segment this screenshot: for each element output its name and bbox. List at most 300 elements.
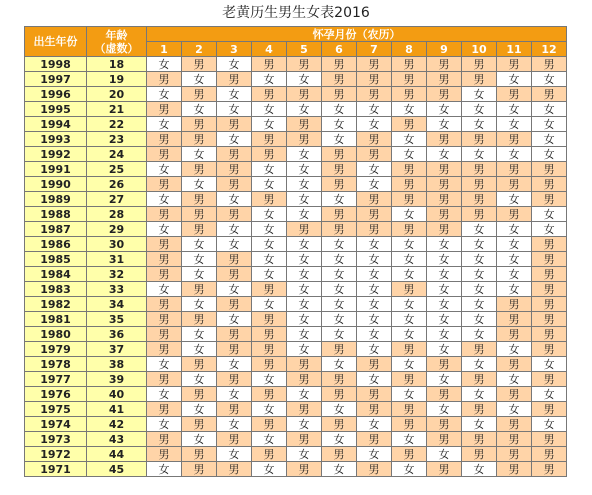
- gender-cell: 男: [427, 387, 462, 402]
- gender-cell: 男: [147, 132, 182, 147]
- gender-cell: 男: [217, 252, 252, 267]
- gender-cell: 男: [532, 447, 567, 462]
- gender-cell: 男: [357, 432, 392, 447]
- gender-cell: 男: [497, 387, 532, 402]
- age-cell: 19: [87, 72, 147, 87]
- birth-year-cell: 1997: [25, 72, 87, 87]
- table-row: [25, 192, 567, 207]
- table-row: [25, 117, 567, 132]
- gender-cell: 男: [532, 432, 567, 447]
- header-age: [87, 27, 147, 57]
- gender-cell: 男: [392, 162, 427, 177]
- gender-cell: 男: [462, 177, 497, 192]
- gender-cell: 男: [252, 192, 287, 207]
- gender-cell: 女: [287, 447, 322, 462]
- gender-cell: 男: [497, 207, 532, 222]
- gender-cell: 男: [147, 372, 182, 387]
- gender-cell: 女: [322, 312, 357, 327]
- table-row: [25, 282, 567, 297]
- gender-cell: 男: [497, 297, 532, 312]
- gender-cell: 女: [497, 102, 532, 117]
- gender-cell: 女: [182, 402, 217, 417]
- gender-cell: 男: [357, 222, 392, 237]
- gender-cell: 男: [217, 402, 252, 417]
- gender-cell: 女: [392, 327, 427, 342]
- gender-cell: 男: [497, 447, 532, 462]
- age-cell: 32: [87, 267, 147, 282]
- birth-year-cell: 1975: [25, 402, 87, 417]
- gender-cell: 男: [532, 402, 567, 417]
- gender-cell: 女: [427, 342, 462, 357]
- gender-cell: 女: [392, 147, 427, 162]
- gender-cell: 女: [497, 222, 532, 237]
- gender-cell: 女: [217, 312, 252, 327]
- gender-cell: 男: [322, 372, 357, 387]
- gender-cell: 男: [357, 57, 392, 72]
- gender-cell: 女: [427, 267, 462, 282]
- table-row: [25, 72, 567, 87]
- table-row: [25, 267, 567, 282]
- gender-cell: 女: [217, 237, 252, 252]
- gender-cell: 女: [392, 297, 427, 312]
- gender-cell: 男: [462, 402, 497, 417]
- gender-cell: 女: [427, 102, 462, 117]
- gender-cell: 男: [287, 402, 322, 417]
- birth-year-cell: 1973: [25, 432, 87, 447]
- gender-cell: 女: [147, 57, 182, 72]
- gender-cell: 女: [217, 417, 252, 432]
- gender-cell: 男: [532, 372, 567, 387]
- table-row: [25, 462, 567, 477]
- gender-cell: 女: [532, 132, 567, 147]
- header-month-2: 2: [182, 42, 217, 57]
- birth-year-cell: 1977: [25, 372, 87, 387]
- gender-cell: 女: [357, 312, 392, 327]
- gender-cell: 男: [182, 462, 217, 477]
- gender-cell: 女: [182, 177, 217, 192]
- birth-year-cell: 1991: [25, 162, 87, 177]
- birth-year-cell: 1996: [25, 87, 87, 102]
- age-cell: 35: [87, 312, 147, 327]
- gender-cell: 女: [427, 372, 462, 387]
- gender-cell: 男: [182, 447, 217, 462]
- gender-cell: 女: [462, 252, 497, 267]
- chart-title: 老黄历生男生女表2016: [222, 5, 370, 21]
- gender-cell: 男: [427, 57, 462, 72]
- gender-cell: 男: [287, 117, 322, 132]
- header-month-7: 7: [357, 42, 392, 57]
- gender-cell: 男: [252, 387, 287, 402]
- gender-cell: 女: [287, 267, 322, 282]
- gender-cell: 女: [392, 252, 427, 267]
- gender-cell: 女: [462, 312, 497, 327]
- gender-cell: 男: [497, 327, 532, 342]
- age-cell: 33: [87, 282, 147, 297]
- gender-cell: 男: [147, 237, 182, 252]
- gender-cell: 男: [182, 357, 217, 372]
- gender-cell: 女: [427, 402, 462, 417]
- birth-year-cell: 1983: [25, 282, 87, 297]
- gender-cell: 男: [427, 162, 462, 177]
- gender-cell: 男: [322, 417, 357, 432]
- gender-cell: 女: [322, 192, 357, 207]
- gender-cell: 男: [392, 447, 427, 462]
- gender-cell: 男: [392, 87, 427, 102]
- gender-cell: 女: [322, 432, 357, 447]
- gender-cell: 男: [322, 147, 357, 162]
- gender-cell: 男: [287, 87, 322, 102]
- gender-cell: 女: [217, 102, 252, 117]
- table-row: [25, 402, 567, 417]
- gender-cell: 女: [252, 207, 287, 222]
- gender-cell: 女: [322, 117, 357, 132]
- gender-cell: 女: [497, 252, 532, 267]
- gender-cell: 女: [322, 252, 357, 267]
- gender-cell: 男: [462, 432, 497, 447]
- gender-cell: 女: [147, 87, 182, 102]
- gender-cell: 男: [217, 177, 252, 192]
- birth-year-cell: 1994: [25, 117, 87, 132]
- gender-cell: 男: [532, 162, 567, 177]
- gender-cell: 女: [462, 327, 497, 342]
- gender-cell: 男: [497, 357, 532, 372]
- table-row: [25, 297, 567, 312]
- gender-cell: 男: [182, 192, 217, 207]
- gender-cell: 男: [322, 207, 357, 222]
- birth-year-cell: 1995: [25, 102, 87, 117]
- gender-cell: 男: [427, 462, 462, 477]
- gender-cell: 男: [182, 222, 217, 237]
- gender-cell: 男: [147, 327, 182, 342]
- gender-cell: 男: [427, 357, 462, 372]
- gender-cell: 男: [497, 312, 532, 327]
- gender-cell: 男: [147, 432, 182, 447]
- age-cell: 18: [87, 57, 147, 72]
- gender-cell: 男: [147, 297, 182, 312]
- gender-cell: 男: [462, 342, 497, 357]
- gender-cell: 男: [462, 72, 497, 87]
- gender-cell: 女: [392, 462, 427, 477]
- gender-cell: 男: [532, 237, 567, 252]
- gender-cell: 男: [497, 177, 532, 192]
- gender-cell: 女: [217, 57, 252, 72]
- gender-cell: 男: [497, 132, 532, 147]
- gender-cell: 女: [287, 417, 322, 432]
- gender-cell: 女: [462, 387, 497, 402]
- birth-year-cell: 1984: [25, 267, 87, 282]
- gender-cell: 男: [287, 132, 322, 147]
- gender-cell: 女: [182, 372, 217, 387]
- gender-cell: 女: [392, 237, 427, 252]
- gender-cell: 女: [252, 222, 287, 237]
- gender-cell: 男: [287, 432, 322, 447]
- birth-year-cell: 1989: [25, 192, 87, 207]
- gender-cell: 男: [462, 372, 497, 387]
- gender-cell: 女: [217, 357, 252, 372]
- gender-cell: 男: [427, 417, 462, 432]
- table-row: [25, 252, 567, 267]
- gender-cell: 男: [287, 222, 322, 237]
- age-cell: 31: [87, 252, 147, 267]
- birth-year-cell: 1990: [25, 177, 87, 192]
- gender-cell: 女: [497, 372, 532, 387]
- table-row: [25, 237, 567, 252]
- gender-cell: 男: [182, 312, 217, 327]
- table-row: [25, 447, 567, 462]
- age-cell: 37: [87, 342, 147, 357]
- gender-cell: 女: [497, 192, 532, 207]
- gender-cell: 女: [217, 447, 252, 462]
- gender-cell: 女: [217, 132, 252, 147]
- gender-cell: 女: [182, 342, 217, 357]
- gender-cell: 女: [322, 357, 357, 372]
- gender-cell: 男: [182, 57, 217, 72]
- gender-cell: 男: [392, 222, 427, 237]
- gender-cell: 男: [462, 207, 497, 222]
- gender-cell: 男: [532, 297, 567, 312]
- gender-cell: 女: [532, 117, 567, 132]
- header-age-line2: （虚数）: [94, 41, 139, 55]
- gender-cell: 女: [497, 402, 532, 417]
- header-month-6: 6: [322, 42, 357, 57]
- gender-cell: 男: [427, 222, 462, 237]
- header-age-line1: 年龄: [105, 28, 128, 42]
- gender-cell: 男: [497, 462, 532, 477]
- gender-cell: 女: [357, 417, 392, 432]
- gender-cell: 女: [357, 282, 392, 297]
- gender-cell: 男: [427, 72, 462, 87]
- gender-cell: 女: [357, 267, 392, 282]
- gender-cell: 女: [427, 147, 462, 162]
- gender-cell: 男: [427, 207, 462, 222]
- gender-cell: 男: [392, 282, 427, 297]
- gender-cell: 女: [497, 237, 532, 252]
- gender-cell: 男: [322, 177, 357, 192]
- age-cell: 45: [87, 462, 147, 477]
- gender-cell: 女: [147, 357, 182, 372]
- gender-cell: 男: [357, 87, 392, 102]
- gender-cell: 男: [217, 117, 252, 132]
- header-month-11: 11: [497, 42, 532, 57]
- birth-year-cell: 1987: [25, 222, 87, 237]
- gender-cell: 女: [147, 192, 182, 207]
- gender-cell: 女: [287, 282, 322, 297]
- table-row: [25, 57, 567, 72]
- gender-cell: 男: [217, 267, 252, 282]
- birth-year-cell: 1992: [25, 147, 87, 162]
- age-cell: 44: [87, 447, 147, 462]
- table-row: [25, 327, 567, 342]
- gender-cell: 女: [322, 267, 357, 282]
- gender-cell: 男: [357, 207, 392, 222]
- age-cell: 34: [87, 297, 147, 312]
- gender-cell: 男: [287, 57, 322, 72]
- gender-cell: 女: [252, 462, 287, 477]
- gender-cell: 男: [462, 192, 497, 207]
- gender-cell: 男: [287, 372, 322, 387]
- gender-cell: 女: [147, 462, 182, 477]
- age-cell: 28: [87, 207, 147, 222]
- gender-cell: 女: [532, 102, 567, 117]
- gender-cell: 女: [182, 252, 217, 267]
- gender-cell: 女: [427, 297, 462, 312]
- gender-cell: 女: [287, 387, 322, 402]
- gender-cell: 女: [357, 297, 392, 312]
- gender-cell: 女: [497, 267, 532, 282]
- gender-cell: 男: [392, 72, 427, 87]
- header-birth-year: 出生年份: [25, 27, 87, 57]
- gender-cell: 男: [532, 312, 567, 327]
- gender-cell: 女: [392, 102, 427, 117]
- gender-cell: 女: [462, 297, 497, 312]
- gender-cell: 女: [182, 297, 217, 312]
- table-row: [25, 357, 567, 372]
- gender-cell: 女: [357, 447, 392, 462]
- gender-cell: 男: [392, 402, 427, 417]
- gender-cell: 男: [147, 177, 182, 192]
- gender-cell: 男: [147, 312, 182, 327]
- gender-cell: 男: [217, 342, 252, 357]
- gender-cell: 男: [147, 267, 182, 282]
- gender-cell: 女: [462, 222, 497, 237]
- gender-cell: 男: [497, 87, 532, 102]
- gender-cell: 男: [147, 447, 182, 462]
- gender-cell: 女: [427, 237, 462, 252]
- table-body: [25, 57, 567, 477]
- gender-cell: 男: [392, 117, 427, 132]
- gender-cell: 男: [532, 177, 567, 192]
- gender-cell: 女: [357, 102, 392, 117]
- gender-cell: 女: [322, 297, 357, 312]
- gender-cell: 男: [252, 87, 287, 102]
- gender-cell: 男: [217, 297, 252, 312]
- gender-cell: 女: [252, 252, 287, 267]
- birth-year-cell: 1981: [25, 312, 87, 327]
- gender-cell: 女: [322, 132, 357, 147]
- gender-cell: 女: [357, 162, 392, 177]
- gender-cell: 男: [357, 132, 392, 147]
- table-row: [25, 222, 567, 237]
- gender-cell: 女: [182, 147, 217, 162]
- gender-cell: 女: [497, 72, 532, 87]
- gender-cell: 女: [147, 387, 182, 402]
- gender-cell: 男: [322, 162, 357, 177]
- table-row: [25, 417, 567, 432]
- gender-cell: 女: [427, 312, 462, 327]
- gender-cell: 男: [217, 147, 252, 162]
- gender-cell: 女: [182, 327, 217, 342]
- gender-cell: 女: [497, 282, 532, 297]
- gender-cell: 女: [427, 252, 462, 267]
- gender-cell: 女: [287, 162, 322, 177]
- gender-cell: 男: [462, 132, 497, 147]
- gender-cell: 女: [532, 222, 567, 237]
- gender-cell: 女: [497, 342, 532, 357]
- gender-cell: 女: [392, 357, 427, 372]
- gender-cell: 女: [217, 87, 252, 102]
- gender-cell: 男: [217, 432, 252, 447]
- gender-cell: 女: [462, 282, 497, 297]
- gender-cell: 男: [532, 267, 567, 282]
- table-row: [25, 372, 567, 387]
- gender-cell: 男: [427, 192, 462, 207]
- gender-cell: 女: [532, 357, 567, 372]
- gender-cell: 女: [252, 162, 287, 177]
- gender-cell: 女: [252, 102, 287, 117]
- gender-cell: 女: [147, 162, 182, 177]
- table-row: [25, 207, 567, 222]
- gender-cell: 男: [532, 57, 567, 72]
- header-month-9: 9: [427, 42, 462, 57]
- gender-cell: 男: [322, 387, 357, 402]
- age-cell: 24: [87, 147, 147, 162]
- gender-cell: 女: [462, 87, 497, 102]
- gender-cell: 女: [287, 252, 322, 267]
- age-cell: 27: [87, 192, 147, 207]
- gender-cell: 女: [462, 417, 497, 432]
- birth-year-cell: 1974: [25, 417, 87, 432]
- birth-year-cell: 1980: [25, 327, 87, 342]
- gender-cell: 男: [182, 387, 217, 402]
- gender-cell: 男: [357, 72, 392, 87]
- gender-cell: 女: [287, 192, 322, 207]
- gender-cell: 男: [182, 117, 217, 132]
- table-row: [25, 342, 567, 357]
- gender-cell: 男: [392, 57, 427, 72]
- gender-cell: 男: [497, 57, 532, 72]
- gender-cell: 男: [147, 72, 182, 87]
- gender-cell: 女: [497, 117, 532, 132]
- gender-cell: 女: [287, 72, 322, 87]
- gender-cell: 女: [392, 312, 427, 327]
- gender-cell: 男: [427, 132, 462, 147]
- gender-cell: 男: [217, 162, 252, 177]
- birth-year-cell: 1971: [25, 462, 87, 477]
- gender-prediction-table: [24, 26, 567, 477]
- gender-cell: 男: [182, 162, 217, 177]
- gender-cell: 女: [182, 432, 217, 447]
- gender-cell: 男: [182, 207, 217, 222]
- gender-cell: 男: [497, 162, 532, 177]
- gender-cell: 女: [392, 432, 427, 447]
- birth-year-cell: 1979: [25, 342, 87, 357]
- age-cell: 43: [87, 432, 147, 447]
- gender-cell: 女: [532, 417, 567, 432]
- age-cell: 40: [87, 387, 147, 402]
- gender-cell: 女: [287, 237, 322, 252]
- header-month-8: 8: [392, 42, 427, 57]
- gender-cell: 男: [532, 327, 567, 342]
- age-cell: 23: [87, 132, 147, 147]
- gender-cell: 男: [532, 462, 567, 477]
- gender-cell: 女: [357, 117, 392, 132]
- gender-cell: 男: [392, 417, 427, 432]
- gender-cell: 女: [427, 447, 462, 462]
- gender-cell: 男: [322, 72, 357, 87]
- gender-cell: 女: [252, 237, 287, 252]
- gender-cell: 女: [217, 192, 252, 207]
- gender-cell: 女: [182, 267, 217, 282]
- gender-cell: 男: [182, 87, 217, 102]
- gender-cell: 女: [147, 222, 182, 237]
- gender-cell: 男: [147, 102, 182, 117]
- gender-cell: 男: [147, 207, 182, 222]
- gender-cell: 男: [532, 192, 567, 207]
- gender-cell: 女: [322, 462, 357, 477]
- gender-cell: 男: [182, 282, 217, 297]
- gender-cell: 女: [287, 177, 322, 192]
- gender-cell: 女: [252, 372, 287, 387]
